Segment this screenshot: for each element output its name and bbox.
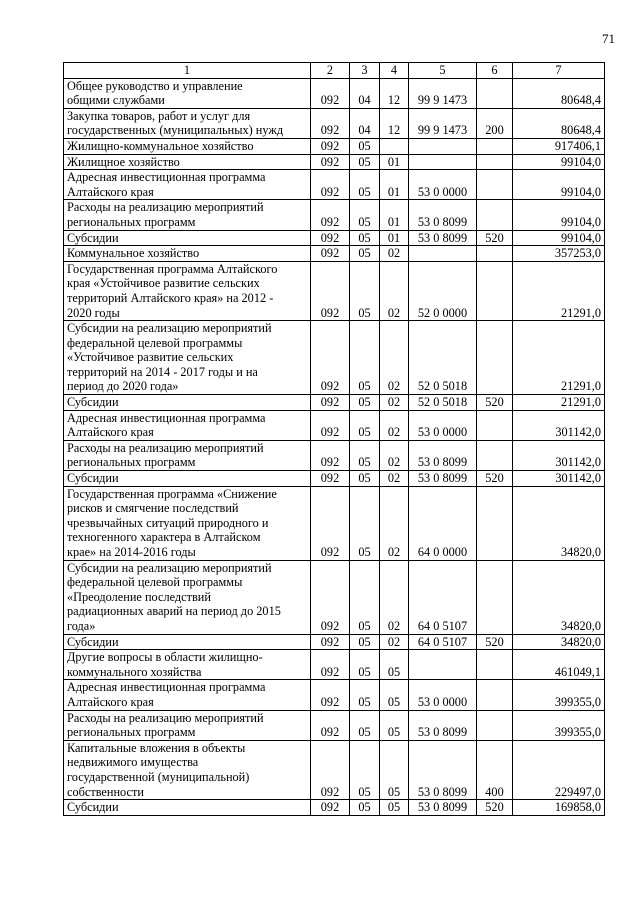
ministry-code-cell: 092 [311, 321, 350, 395]
section-code-cell: 05 [350, 560, 380, 634]
expense-type-cell: 520 [477, 800, 513, 816]
header-cell: 6 [477, 63, 513, 79]
target-article-cell: 53 0 8099 [409, 230, 477, 246]
subsection-code-cell: 02 [380, 321, 409, 395]
table-row [64, 170, 605, 200]
item-name-cell: Субсидии [64, 800, 311, 816]
amount-cell: 80648,4 [513, 78, 605, 108]
amount-cell: 34820,0 [513, 560, 605, 634]
section-code-cell: 05 [350, 471, 380, 487]
section-code-cell: 05 [350, 321, 380, 395]
subsection-code-cell [380, 138, 409, 154]
table-row [64, 261, 605, 320]
ministry-code-cell: 092 [311, 560, 350, 634]
amount-cell: 917406,1 [513, 138, 605, 154]
header-cell: 1 [64, 63, 311, 79]
ministry-code-cell: 092 [311, 486, 350, 560]
section-code-cell: 05 [350, 440, 380, 470]
target-article-cell [409, 138, 477, 154]
table-row [64, 710, 605, 740]
amount-cell: 301142,0 [513, 410, 605, 440]
page-number: 71 [602, 31, 615, 46]
amount-cell: 399355,0 [513, 680, 605, 710]
section-code-cell: 05 [350, 395, 380, 411]
expense-type-cell [477, 486, 513, 560]
target-article-cell: 53 0 8099 [409, 800, 477, 816]
ministry-code-cell: 092 [311, 230, 350, 246]
table-row [64, 410, 605, 440]
subsection-code-cell: 05 [380, 740, 409, 799]
section-code-cell: 05 [350, 634, 380, 650]
section-code-cell: 05 [350, 230, 380, 246]
ministry-code-cell: 092 [311, 650, 350, 680]
target-article-cell: 64 0 5107 [409, 560, 477, 634]
expense-type-cell [477, 410, 513, 440]
subsection-code-cell: 02 [380, 410, 409, 440]
section-code-cell: 05 [350, 246, 380, 262]
item-name-cell: Жилищно-коммунальное хозяйство [64, 138, 311, 154]
amount-cell: 99104,0 [513, 170, 605, 200]
subsection-code-cell: 01 [380, 200, 409, 230]
item-name-cell: Субсидии [64, 471, 311, 487]
expense-type-cell [477, 200, 513, 230]
subsection-code-cell: 05 [380, 710, 409, 740]
amount-cell: 80648,4 [513, 108, 605, 138]
subsection-code-cell: 01 [380, 154, 409, 170]
table-row [64, 680, 605, 710]
ministry-code-cell: 092 [311, 440, 350, 470]
header-cell: 2 [311, 63, 350, 79]
header-cell: 4 [380, 63, 409, 79]
target-article-cell: 53 0 8099 [409, 200, 477, 230]
item-name-cell: Общее руководство и управление общими службами [64, 78, 311, 108]
subsection-code-cell: 02 [380, 471, 409, 487]
target-article-cell: 53 0 8099 [409, 440, 477, 470]
item-name-cell: Расходы на реализацию мероприятий региональных программ [64, 200, 311, 230]
item-name-cell: Субсидии на реализацию мероприятий федеральной целевой программы «Устойчивое развитие сельских территорий на 2014 - 2017 годы и на период до 2020 года» [64, 321, 311, 395]
expense-type-cell [477, 261, 513, 320]
table-row [64, 634, 605, 650]
amount-cell: 229497,0 [513, 740, 605, 799]
table-row [64, 200, 605, 230]
target-article-cell: 53 0 8099 [409, 740, 477, 799]
item-name-cell: Субсидии [64, 634, 311, 650]
expense-type-cell [477, 680, 513, 710]
section-code-cell: 05 [350, 138, 380, 154]
ministry-code-cell: 092 [311, 800, 350, 816]
table-header-row [64, 63, 605, 79]
table-row [64, 800, 605, 816]
expense-type-cell: 200 [477, 108, 513, 138]
expense-type-cell [477, 78, 513, 108]
table-row [64, 471, 605, 487]
subsection-code-cell: 02 [380, 395, 409, 411]
item-name-cell: Адресная инвестиционная программа Алтайского края [64, 680, 311, 710]
section-code-cell: 04 [350, 78, 380, 108]
expense-type-cell: 520 [477, 230, 513, 246]
item-name-cell: Расходы на реализацию мероприятий региональных программ [64, 710, 311, 740]
item-name-cell: Государственная программа «Снижение рисков и смягчение последствий чрезвычайных ситуаций природного и техногенного характера в Алтайском крае» на 2014-2016 годы [64, 486, 311, 560]
expense-type-cell: 400 [477, 740, 513, 799]
subsection-code-cell: 05 [380, 680, 409, 710]
item-name-cell: Субсидии на реализацию мероприятий федеральной целевой программы «Преодоление последствий радиационных аварий на период до 2015 года» [64, 560, 311, 634]
amount-cell: 301142,0 [513, 440, 605, 470]
target-article-cell: 52 0 5018 [409, 321, 477, 395]
item-name-cell: Другие вопросы в области жилищно- коммунального хозяйства [64, 650, 311, 680]
subsection-code-cell: 12 [380, 78, 409, 108]
section-code-cell: 05 [350, 680, 380, 710]
amount-cell: 357253,0 [513, 246, 605, 262]
table-row [64, 154, 605, 170]
expense-type-cell [477, 560, 513, 634]
expense-type-cell: 520 [477, 395, 513, 411]
item-name-cell: Адресная инвестиционная программа Алтайского края [64, 170, 311, 200]
amount-cell: 21291,0 [513, 261, 605, 320]
section-code-cell: 05 [350, 200, 380, 230]
amount-cell: 99104,0 [513, 200, 605, 230]
section-code-cell: 05 [350, 170, 380, 200]
target-article-cell: 99 9 1473 [409, 78, 477, 108]
table-row [64, 108, 605, 138]
table-row [64, 650, 605, 680]
section-code-cell: 05 [350, 261, 380, 320]
amount-cell: 21291,0 [513, 321, 605, 395]
section-code-cell: 05 [350, 740, 380, 799]
expense-type-cell [477, 710, 513, 740]
ministry-code-cell: 092 [311, 138, 350, 154]
table-row [64, 230, 605, 246]
subsection-code-cell: 02 [380, 246, 409, 262]
section-code-cell: 05 [350, 486, 380, 560]
target-article-cell: 99 9 1473 [409, 108, 477, 138]
ministry-code-cell: 092 [311, 410, 350, 440]
subsection-code-cell: 02 [380, 261, 409, 320]
section-code-cell: 04 [350, 108, 380, 138]
item-name-cell: Субсидии [64, 230, 311, 246]
target-article-cell: 52 0 5018 [409, 395, 477, 411]
amount-cell: 34820,0 [513, 634, 605, 650]
expense-type-cell: 520 [477, 471, 513, 487]
expense-type-cell [477, 321, 513, 395]
section-code-cell: 05 [350, 154, 380, 170]
table-row [64, 78, 605, 108]
ministry-code-cell: 092 [311, 246, 350, 262]
item-name-cell: Закупка товаров, работ и услуг для государственных (муниципальных) нужд [64, 108, 311, 138]
ministry-code-cell: 092 [311, 108, 350, 138]
expense-type-cell: 520 [477, 634, 513, 650]
item-name-cell: Расходы на реализацию мероприятий региональных программ [64, 440, 311, 470]
subsection-code-cell: 02 [380, 440, 409, 470]
target-article-cell [409, 246, 477, 262]
table-row [64, 138, 605, 154]
subsection-code-cell: 01 [380, 170, 409, 200]
table-row [64, 560, 605, 634]
target-article-cell [409, 154, 477, 170]
amount-cell: 301142,0 [513, 471, 605, 487]
expense-type-cell [477, 246, 513, 262]
expense-type-cell [477, 138, 513, 154]
target-article-cell: 64 0 5107 [409, 634, 477, 650]
ministry-code-cell: 092 [311, 471, 350, 487]
expense-type-cell [477, 154, 513, 170]
item-name-cell: Жилищное хозяйство [64, 154, 311, 170]
expense-type-cell [477, 650, 513, 680]
section-code-cell: 05 [350, 650, 380, 680]
table-row [64, 246, 605, 262]
header-cell: 7 [513, 63, 605, 79]
target-article-cell: 64 0 0000 [409, 486, 477, 560]
amount-cell: 99104,0 [513, 230, 605, 246]
ministry-code-cell: 092 [311, 395, 350, 411]
target-article-cell: 53 0 0000 [409, 680, 477, 710]
ministry-code-cell: 092 [311, 261, 350, 320]
section-code-cell: 05 [350, 800, 380, 816]
table-row [64, 395, 605, 411]
subsection-code-cell: 02 [380, 560, 409, 634]
ministry-code-cell: 092 [311, 170, 350, 200]
ministry-code-cell: 092 [311, 154, 350, 170]
amount-cell: 399355,0 [513, 710, 605, 740]
item-name-cell: Субсидии [64, 395, 311, 411]
expense-type-cell [477, 440, 513, 470]
subsection-code-cell: 05 [380, 650, 409, 680]
amount-cell: 99104,0 [513, 154, 605, 170]
table-row [64, 440, 605, 470]
item-name-cell: Адресная инвестиционная программа Алтайского края [64, 410, 311, 440]
item-name-cell: Государственная программа Алтайского края «Устойчивое развитие сельских территорий Алтайского края» на 2012 - 2020 годы [64, 261, 311, 320]
target-article-cell: 53 0 8099 [409, 471, 477, 487]
table-row [64, 486, 605, 560]
ministry-code-cell: 092 [311, 710, 350, 740]
ministry-code-cell: 092 [311, 634, 350, 650]
header-cell: 5 [409, 63, 477, 79]
amount-cell: 34820,0 [513, 486, 605, 560]
target-article-cell: 53 0 0000 [409, 170, 477, 200]
subsection-code-cell: 02 [380, 486, 409, 560]
subsection-code-cell: 02 [380, 634, 409, 650]
section-code-cell: 05 [350, 410, 380, 440]
target-article-cell: 52 0 0000 [409, 261, 477, 320]
ministry-code-cell: 092 [311, 78, 350, 108]
target-article-cell [409, 650, 477, 680]
subsection-code-cell: 12 [380, 108, 409, 138]
ministry-code-cell: 092 [311, 680, 350, 710]
item-name-cell: Коммунальное хозяйство [64, 246, 311, 262]
target-article-cell: 53 0 0000 [409, 410, 477, 440]
amount-cell: 21291,0 [513, 395, 605, 411]
ministry-code-cell: 092 [311, 740, 350, 799]
budget-table [63, 62, 605, 816]
expense-type-cell [477, 170, 513, 200]
amount-cell: 169858,0 [513, 800, 605, 816]
section-code-cell: 05 [350, 710, 380, 740]
ministry-code-cell: 092 [311, 200, 350, 230]
header-cell: 3 [350, 63, 380, 79]
amount-cell: 461049,1 [513, 650, 605, 680]
item-name-cell: Капитальные вложения в объекты недвижимого имущества государственной (муниципальной) собственности [64, 740, 311, 799]
target-article-cell: 53 0 8099 [409, 710, 477, 740]
table-row [64, 740, 605, 799]
table-row [64, 321, 605, 395]
subsection-code-cell: 05 [380, 800, 409, 816]
subsection-code-cell: 01 [380, 230, 409, 246]
